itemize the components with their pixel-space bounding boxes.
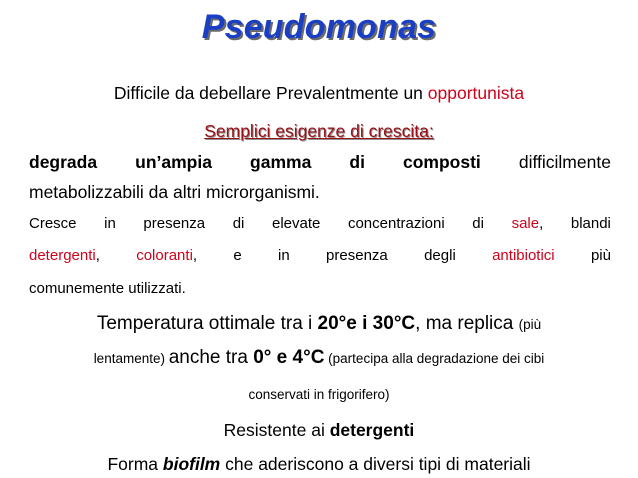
p1-word: un’ampia (135, 152, 212, 172)
p2-line2 (29, 247, 611, 264)
intro-text: Difficile da debellare Prevalentmente un (113, 83, 428, 103)
temp-range: 20°e i 30°C (317, 313, 416, 334)
p2-word: Cresce (29, 215, 77, 232)
punct: , (95, 247, 100, 264)
resist-line (0, 420, 638, 441)
temp-line1 (0, 313, 638, 335)
p2-word: in (104, 215, 116, 232)
p1-line2: metabolizzabili da altri microrganismi. (29, 182, 320, 202)
detergenti-word: detergenti (29, 247, 96, 264)
p2-word: elevate (271, 215, 321, 232)
p1-word: degrada (29, 152, 98, 172)
p2-line1 (29, 215, 611, 232)
p2-line3: comunemente utilizzati. (29, 280, 186, 297)
temp-text: Temperatura ottimale tra i (96, 313, 318, 334)
p1-word: di (349, 152, 365, 172)
temp-small: (più (518, 317, 542, 332)
temp-text: anche tra (168, 347, 254, 368)
p2-word: più (590, 247, 611, 264)
p2-word: blandi (570, 215, 611, 232)
punct: , (192, 247, 198, 264)
temp-text: , ma replica (415, 313, 519, 334)
temp-small: (partecipa alla degradazione dei cibi (324, 351, 545, 366)
temp-range: 0° e 4°C (253, 347, 325, 368)
sale-word: sale (511, 215, 540, 232)
biofilm-word: biofilm (162, 454, 221, 474)
opportunista-word: opportunista (427, 83, 525, 103)
biofilm-text: che aderiscono a diversi tipi di materiali (220, 454, 531, 474)
coloranti-word: coloranti (136, 247, 193, 264)
p2-word: presenza (143, 215, 206, 232)
intro-line (0, 83, 638, 104)
biofilm-line (0, 454, 638, 475)
p2-word: di (472, 215, 484, 232)
resist-text: Resistente ai (223, 420, 330, 440)
slide-title: Pseudomonas (201, 8, 437, 46)
p1-line1 (29, 152, 611, 173)
punct: , (539, 215, 544, 232)
temp-small: lentamente) (93, 351, 169, 366)
resist-bold: detergenti (329, 420, 415, 440)
p2-word: in (278, 247, 290, 264)
biofilm-text: Forma (107, 454, 163, 474)
p2-word: presenza (326, 247, 388, 264)
p2-word: di (232, 215, 245, 232)
antibiotici-word: antibiotici (492, 247, 555, 264)
p1-word: composti (403, 152, 481, 172)
p2-word: e (233, 247, 242, 264)
temp-line2 (0, 347, 638, 369)
subtitle: Semplici esigenze di crescita: (204, 121, 434, 141)
p1-word: gamma (250, 152, 312, 172)
p1-word: difficilmente (518, 152, 611, 172)
p2-word: concentrazioni (347, 215, 445, 232)
p2-word: degli (424, 247, 456, 264)
temp-line3: conservati in frigorifero) (248, 387, 390, 402)
